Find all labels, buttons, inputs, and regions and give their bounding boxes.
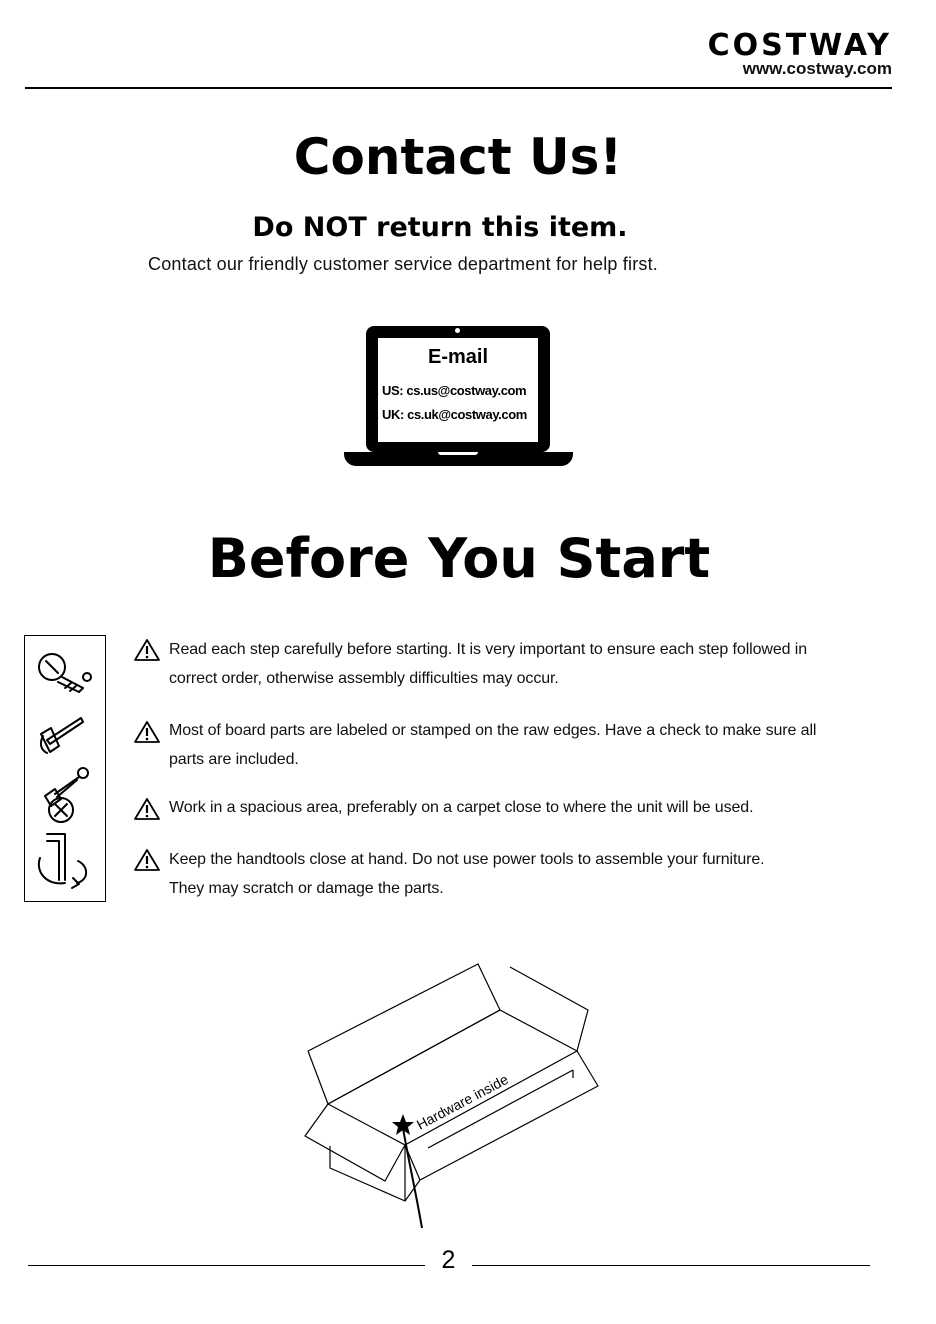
email-uk [382,407,527,422]
hammer-icon [41,718,83,753]
email-label: E-mail [427,346,489,368]
screwdriver-icon [39,654,91,692]
email-address: cs.us@costway.com [406,383,527,398]
instruction-text: correct order, otherwise assembly difficulties may occur. [169,670,559,687]
email-us [382,383,526,398]
instruction-text: Most of board parts are labeled or stamped on the raw edges. Have a check to make sure all [169,722,817,739]
email-region: UK: [382,407,404,422]
instruction-text: They may scratch or damage the parts. [169,880,444,897]
instruction-text: Work in a spacious area, preferably on a carpet close to where the unit will be used. [169,799,754,816]
tools-illustration [25,636,105,901]
instruction-text: Keep the handtools close at hand. Do not use power tools to assemble your furniture. [169,851,765,868]
do-not-return-warning: Do NOT return this item. [252,212,628,243]
laptop-notch [438,452,478,455]
hardware-box-illustration [290,958,620,1233]
hardware-inside-label: Hardware inside [413,1071,511,1133]
header-divider [25,87,892,89]
warning-icon [133,797,161,821]
laptop-camera-icon [455,328,460,333]
warning-icon [133,638,161,662]
email-address: cs.uk@costway.com [407,407,527,422]
warning-icon [133,720,161,744]
phillips-screwdriver-icon [45,768,88,822]
laptop-email-graphic [340,322,580,472]
instruction-text: parts are included. [169,751,299,768]
page-number: 2 [441,1246,456,1274]
contact-subtitle: Contact our friendly customer service department for help first. [148,254,659,274]
footer-divider-right [472,1265,870,1266]
website-url: www.costway.com [742,59,892,78]
tools-panel [24,635,106,902]
brand-logo: COSTWAY [707,28,892,63]
instruction-text: Read each step carefully before starting. It is very important to ensure each step followed in [169,641,808,658]
allen-key-icon [39,834,86,888]
warning-icon [133,848,161,872]
email-region: US: [382,383,404,398]
footer-divider-left [28,1265,425,1266]
before-start-title: Before You Start [207,527,711,590]
contact-title: Contact Us! [293,128,623,186]
